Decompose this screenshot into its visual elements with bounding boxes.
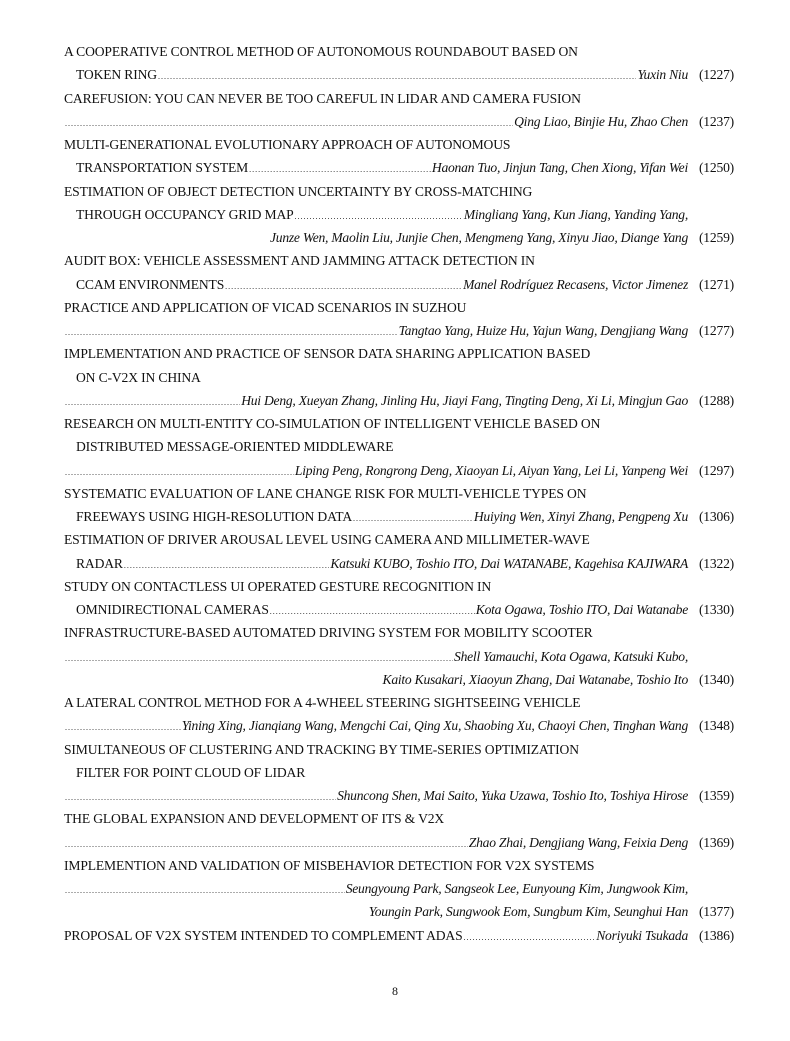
entry-authors: Shuncong Shen, Mai Saito, Yuka Uzawa, Toshio Ito, Toshiya Hirose: [337, 788, 688, 803]
toc-entry: [64, 342, 734, 412]
entry-title: SYSTEMATIC EVALUATION OF LANE CHANGE RISK FOR MULTI-VEHICLE TYPES ON: [64, 485, 587, 501]
entry-title: ESTIMATION OF DRIVER AROUSAL LEVEL USING CAMERA AND MILLIMETER-WAVE: [64, 532, 590, 548]
toc-entry: [64, 807, 734, 854]
toc-entry: [64, 249, 734, 296]
entry-title: IMPLEMENTION AND VALIDATION OF MISBEHAVIOR DETECTION FOR V2X SYSTEMS: [64, 857, 595, 873]
entry-title: MULTI-GENERATIONAL EVOLUTIONARY APPROACH OF AUTONOMOUS: [64, 137, 511, 152]
entry-author-line: [64, 110, 734, 133]
toc-entry: [64, 528, 734, 575]
entry-page: (1322): [698, 555, 734, 571]
toc-entry: [64, 296, 734, 343]
entry-authors: Seungyoung Park, Sangseok Lee, Eunyoung Kim, Jungwook Kim,: [345, 881, 688, 896]
dot-leader: [249, 158, 431, 181]
entry-page: (1348): [698, 718, 734, 734]
dot-leader: [65, 716, 181, 739]
entry-author-line: [64, 831, 734, 854]
entry-title: A COOPERATIVE CONTROL METHOD OF AUTONOMOUS ROUNDABOUT BASED ON: [64, 44, 578, 59]
entry-authors: Tangtao Yang, Huize Hu, Yajun Wang, Dengjiang Wang: [398, 323, 688, 338]
entry-authors: Shell Yamauchi, Kota Ogawa, Katsuki Kubo,: [454, 648, 688, 664]
entry-title: PRACTICE AND APPLICATION OF VICAD SCENARIOS IN SUZHOU: [64, 299, 467, 315]
entry-authors-continued: Junze Wen, Maolin Liu, Junjie Chen, Mengmeng Yang, Xinyu Jiao, Diange Yang: [270, 230, 688, 245]
entry-page: (1250): [698, 160, 734, 176]
entry-page: (1340): [698, 671, 734, 687]
toc-entry: [64, 133, 734, 180]
entry-authors: Huiying Wen, Xinyi Zhang, Pengpeng Xu: [473, 509, 688, 524]
toc-entry: [64, 40, 734, 87]
entry-author-line: [64, 598, 734, 621]
entry-title: INFRASTRUCTURE-BASED AUTOMATED DRIVING SYSTEM FOR MOBILITY SCOOTER: [64, 625, 593, 641]
entry-title: THE GLOBAL EXPANSION AND DEVELOPMENT OF ITS & V2X: [64, 811, 445, 827]
entry-title-continued: TRANSPORTATION SYSTEM: [76, 160, 249, 176]
entry-authors: Yuxin Niu: [637, 67, 688, 83]
entry-author-line: [64, 389, 734, 412]
dot-leader: [463, 926, 595, 949]
entry-author-line: [64, 505, 734, 528]
entry-page: (1359): [698, 788, 734, 803]
page-number: 8: [392, 984, 398, 998]
entry-authors-continued: Youngin Park, Sungwook Eom, Sungbum Kim, Seunghui Han: [368, 904, 688, 920]
entry-title: PROPOSAL OF V2X SYSTEM INTENDED TO COMPLEMENT ADAS: [64, 927, 463, 943]
entry-author-line: [64, 714, 734, 737]
dot-leader: [65, 647, 453, 670]
entry-author-line-2: [64, 668, 734, 691]
entry-authors: Manel Rodríguez Recasens, Victor Jimenez: [463, 276, 688, 292]
dot-leader: [65, 112, 513, 135]
toc-entry: [64, 924, 734, 947]
entry-page: (1306): [698, 509, 734, 524]
entry-author-line: [64, 459, 734, 482]
entry-title-continued: OMNIDIRECTIONAL CAMERAS: [76, 602, 269, 617]
entry-authors: Yining Xing, Jianqiang Wang, Mengchi Cai, Qing Xu, Shaobing Xu, Chaoyi Chen, Tinghan Wang: [181, 718, 688, 734]
entry-line: [64, 924, 734, 947]
entry-authors: Kota Ogawa, Toshio ITO, Dai Watanabe: [475, 602, 688, 617]
entry-title-continued: TOKEN RING: [76, 67, 157, 83]
entry-author-line-2: [64, 226, 734, 249]
dot-leader: [225, 275, 462, 298]
entry-page: (1386): [698, 927, 734, 943]
entry-author-line: [64, 552, 734, 575]
entry-page: (1259): [698, 230, 734, 245]
entry-title: AUDIT BOX: VEHICLE ASSESSMENT AND JAMMING ATTACK DETECTION IN: [64, 253, 535, 269]
entry-authors: Katsuki KUBO, Toshio ITO, Dai WATANABE, Kagehisa KAJIWARA: [330, 555, 688, 571]
dot-leader: [65, 461, 294, 484]
entry-page: (1277): [698, 323, 734, 338]
entry-authors: Hui Deng, Xueyan Zhang, Jinling Hu, Jiayi Fang, Tingting Deng, Xi Li, Mingjun Gao: [241, 392, 688, 408]
entry-author-line: [64, 273, 734, 296]
entry-page: (1288): [698, 392, 734, 408]
dot-leader: [65, 321, 398, 344]
entry-author-line: [64, 156, 734, 179]
dot-leader: [158, 65, 637, 88]
entry-page: (1377): [698, 904, 734, 920]
table-of-contents: [64, 40, 734, 947]
entry-authors-continued: Kaito Kusakari, Xiaoyun Zhang, Dai Watanabe, Toshio Ito: [382, 671, 688, 687]
entry-page: (1369): [698, 834, 734, 850]
toc-entry: [64, 87, 734, 134]
entry-page: (1297): [698, 462, 734, 478]
dot-leader: [270, 600, 475, 623]
entry-title-continued: FILTER FOR POINT CLOUD OF LIDAR: [76, 764, 306, 780]
entry-authors: Haonan Tuo, Jinjun Tang, Chen Xiong, Yifan Wei: [431, 160, 688, 176]
toc-entry: [64, 621, 734, 691]
toc-entry: [64, 180, 734, 250]
entry-title-continued: DISTRIBUTED MESSAGE-ORIENTED MIDDLEWARE: [76, 439, 394, 455]
entry-author-line: [64, 645, 734, 668]
toc-entry: [64, 412, 734, 482]
dot-leader: [65, 786, 336, 809]
entry-title: CAREFUSION: YOU CAN NEVER BE TOO CAREFUL IN LIDAR AND CAMERA FUSION: [64, 90, 581, 106]
toc-entry: [64, 738, 734, 808]
entry-page: (1227): [698, 67, 734, 83]
entry-authors: Liping Peng, Rongrong Deng, Xiaoyan Li, Aiyan Yang, Lei Li, Yanpeng Wei: [294, 462, 688, 478]
entry-title: IMPLEMENTATION AND PRACTICE OF SENSOR DATA SHARING APPLICATION BASED: [64, 346, 591, 362]
toc-entry: [64, 575, 734, 622]
toc-entry: [64, 691, 734, 738]
entry-author-line-2: [64, 900, 734, 923]
entry-title: A LATERAL CONTROL METHOD FOR A 4-WHEEL STEERING SIGHTSEEING VEHICLE: [64, 695, 581, 710]
dot-leader: [65, 391, 240, 414]
entry-page: (1237): [698, 113, 734, 129]
entry-title: ESTIMATION OF OBJECT DETECTION UNCERTAINTY BY CROSS-MATCHING: [64, 183, 533, 199]
dot-leader: [65, 833, 468, 856]
entry-authors: Noriyuki Tsukada: [596, 927, 688, 943]
dot-leader: [353, 507, 473, 530]
entry-author-line: [64, 63, 734, 86]
entry-author-line: [64, 319, 734, 342]
entry-page: (1271): [698, 276, 734, 292]
dot-leader: [124, 554, 329, 577]
entry-authors: Qing Liao, Binjie Hu, Zhao Chen: [514, 113, 688, 129]
entry-title-continued: FREEWAYS USING HIGH-RESOLUTION DATA: [76, 509, 352, 524]
entry-authors: Mingliang Yang, Kun Jiang, Yanding Yang,: [463, 206, 688, 222]
entry-title: SIMULTANEOUS OF CLUSTERING AND TRACKING BY TIME-SERIES OPTIMIZATION: [64, 741, 579, 757]
entry-title: RESEARCH ON MULTI-ENTITY CO-SIMULATION OF INTELLIGENT VEHICLE BASED ON: [64, 416, 601, 431]
entry-title-continued: CCAM ENVIRONMENTS: [76, 276, 225, 292]
entry-title-continued: ON C-V2X IN CHINA: [76, 369, 201, 385]
entry-author-line: [64, 877, 734, 900]
entry-title: STUDY ON CONTACTLESS UI OPERATED GESTURE RECOGNITION IN: [64, 578, 492, 594]
entry-title-continued: THROUGH OCCUPANCY GRID MAP: [76, 206, 294, 222]
entry-page: (1330): [698, 602, 734, 617]
dot-leader: [65, 879, 345, 902]
entry-title-continued: RADAR: [76, 555, 123, 571]
entry-author-line: [64, 784, 734, 807]
dot-leader: [295, 205, 463, 228]
toc-entry: [64, 854, 734, 924]
entry-authors: Zhao Zhai, Dengjiang Wang, Feixia Deng: [468, 834, 688, 850]
toc-entry: [64, 482, 734, 529]
entry-author-line: [64, 203, 734, 226]
